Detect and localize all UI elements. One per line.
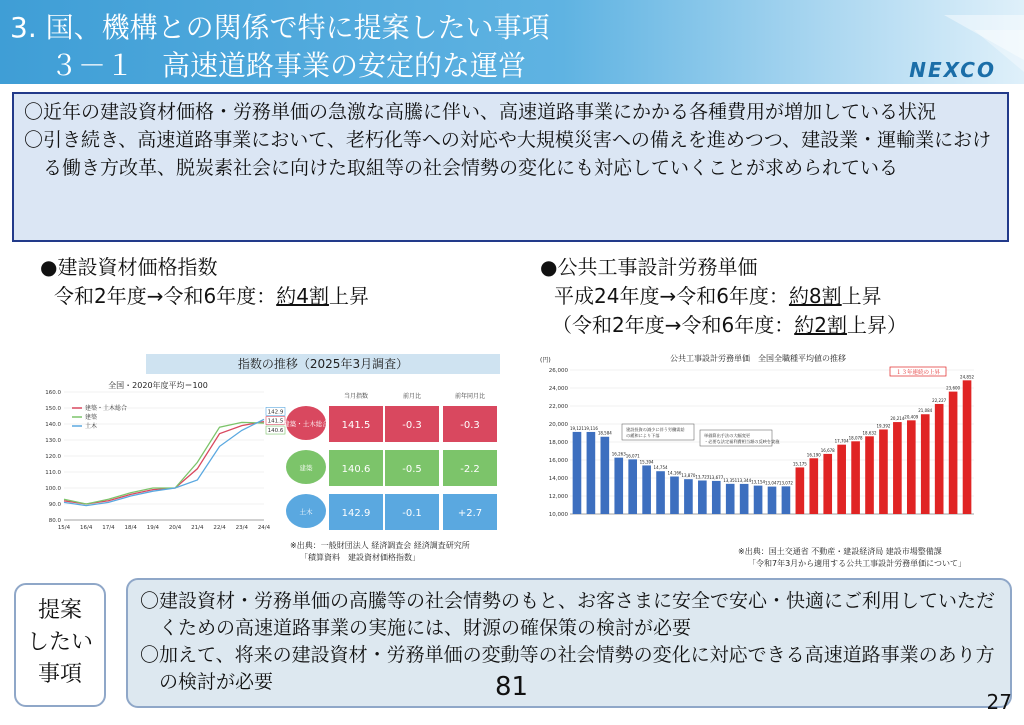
chart2-bar-value: 16,071 xyxy=(625,453,640,459)
chart2-bar-value: 18,078 xyxy=(848,435,863,441)
right-line2-underline: 約2割 xyxy=(794,313,847,337)
chart2-bar xyxy=(851,441,860,514)
right-line2-post: 上昇） xyxy=(846,313,907,337)
chart2-bar xyxy=(670,477,679,514)
left-heading: ●建設資材価格指数 xyxy=(40,255,218,279)
chart2-bar xyxy=(698,480,707,514)
chart1-end-label: 141.5 xyxy=(267,418,284,425)
chart2-bar-value: 19,121 xyxy=(569,425,584,431)
chart2-bar-value: 13,072 xyxy=(778,480,793,486)
chart2-ytick-label: 18,000 xyxy=(548,440,568,446)
chart1-table-header: 前年同月比 xyxy=(454,393,486,400)
chart2-bar-value: 19,392 xyxy=(876,423,891,429)
chart1-end-label: 140.6 xyxy=(267,428,284,435)
left-line-underline: 約4割 xyxy=(276,284,329,308)
chart2-ytick-label: 24,000 xyxy=(548,386,568,392)
right-line1-underline: 約8割 xyxy=(788,284,842,308)
chart2-badge: １３年連続の上昇 xyxy=(895,370,941,376)
chart2-bar-value: 13,677 xyxy=(709,474,724,480)
page-number: 81 xyxy=(495,672,529,702)
chart1-end-label: 142.9 xyxy=(267,409,284,416)
chart1-table-cell-value: -0.1 xyxy=(402,508,422,519)
chart1-xtick-label: 24/4 xyxy=(257,525,271,531)
slide-number: 27 xyxy=(986,690,1012,714)
chart2-bar-value: 14,166 xyxy=(667,470,682,476)
chart1-ytick-label: 120.0 xyxy=(45,454,61,460)
right-line1 xyxy=(540,282,907,311)
chart1-table-cell-value: -0.3 xyxy=(460,420,480,431)
chart2-bar xyxy=(726,484,735,514)
chart1-source-line2: 「積算資料 建設資材価格指数」 xyxy=(300,553,420,562)
chart1-xtick-label: 17/4 xyxy=(102,525,115,531)
chart2-bar xyxy=(907,420,916,514)
chart1-title: 指数の推移（2025年3月調査） xyxy=(237,357,409,371)
chart1-xtick-label: 19/4 xyxy=(146,525,160,531)
chart2-source-line1: ※出典：国土交通省 不動産・建設経済局 建設市場整備課 xyxy=(738,547,942,556)
chart1-ytick-label: 80.0 xyxy=(48,518,61,524)
proposal-label xyxy=(14,583,106,707)
page-subtitle: ３－１ 高速道路事業の安定的な運営 xyxy=(50,49,527,82)
chart1-table-cell-value: -0.5 xyxy=(402,464,422,475)
chart2-bar-value: 14,754 xyxy=(653,465,668,471)
chart1-ytick-label: 90.0 xyxy=(48,502,61,508)
chart2-bar xyxy=(740,484,749,514)
chart2-bar-value: 18,584 xyxy=(597,430,612,436)
chart2-bar-value: 21,084 xyxy=(918,408,933,414)
chart2-bar-value: 22,227 xyxy=(932,397,947,403)
chart1-legend-label: 土木 xyxy=(85,423,98,430)
chart2-note2-line: ・必要な法定福利費相当額の反映を実施 xyxy=(704,439,780,444)
right-section xyxy=(540,253,907,340)
chart2-note1-line: 建設投資の減少に伴う労働需給 xyxy=(626,427,685,432)
chart2-bar-value: 17,704 xyxy=(834,438,849,444)
nexco-logo: NEXCO xyxy=(909,58,996,82)
chart1-xtick-label: 21/4 xyxy=(191,525,204,531)
chart2-bar xyxy=(893,422,902,514)
chart2-ytick-label: 10,000 xyxy=(548,512,568,518)
chart2-bar xyxy=(963,380,972,514)
chart2-bar-value: 16,263 xyxy=(611,451,626,457)
chart2-note2-line: 単価算出手法の大幅変更 xyxy=(704,433,751,438)
right-line2-pre: （令和2年度→令和6年度： xyxy=(552,313,795,337)
chart2-bar xyxy=(865,436,874,514)
proposal-label-line: したい xyxy=(26,630,93,655)
chart1-table-row-label: 建築・土木総合 xyxy=(283,420,329,428)
chart2-bar xyxy=(879,429,888,514)
chart2-ytick-label: 14,000 xyxy=(548,476,568,482)
chart2-bar-value: 13,344 xyxy=(737,477,752,483)
chart2-bar-value: 13,351 xyxy=(723,477,738,483)
chart2-bar xyxy=(782,486,791,514)
chart2-bar-value: 23,600 xyxy=(946,385,961,391)
chart1-xtick-label: 22/4 xyxy=(213,525,226,531)
chart2-bar-value: 19,116 xyxy=(583,425,598,431)
chart1-table-cell-value: -0.3 xyxy=(402,420,422,431)
chart2-bar xyxy=(587,432,596,514)
chart2-bar-value: 15,394 xyxy=(639,459,654,465)
proposal-label-line: 事項 xyxy=(37,662,82,687)
chart1-table-cell-value: 141.5 xyxy=(341,420,371,431)
materials-price-index-chart xyxy=(38,350,506,570)
chart2-bar xyxy=(796,467,805,514)
right-line1-post: 上昇 xyxy=(841,284,882,308)
chart1-table-row-label: 土木 xyxy=(299,508,313,516)
chart2-bar xyxy=(573,432,582,514)
chart2-ytick-label: 22,000 xyxy=(548,404,568,410)
chart2-bar xyxy=(684,479,693,514)
chart2-ytick-label: 16,000 xyxy=(548,458,568,464)
chart2-bar-value: 13,047 xyxy=(765,480,779,486)
chart1-xtick-label: 18/4 xyxy=(124,525,137,531)
intro-item: 〇引き続き、高速道路事業において、老朽化等への対応や大規模災害への備えを進めつつ、建設業・運輸業における働き方改革、脱炭素社会に向けた取組等の社会情勢の変化にも対応していくことが求められている xyxy=(24,129,992,179)
chart1-ytick-label: 130.0 xyxy=(45,438,61,444)
chart2-ytick-label: 12,000 xyxy=(548,494,568,500)
left-line-post: 上昇 xyxy=(328,284,369,308)
chart1-table-cell-value: 142.9 xyxy=(341,508,371,519)
chart2-bar xyxy=(768,487,777,514)
chart1-table-header: 前月比 xyxy=(402,393,422,400)
chart2-bar-value: 18,632 xyxy=(862,430,877,436)
chart2-bar xyxy=(949,392,958,514)
page-title: 3. 国、機構との関係で特に提案したい事項 xyxy=(10,11,550,44)
header-banner xyxy=(0,0,1024,84)
intro-box xyxy=(12,92,1009,242)
chart2-bar xyxy=(809,458,818,514)
chart2-title: 公共工事設計労務単価 全国全職種平均値の推移 xyxy=(670,354,846,363)
chart2-bar xyxy=(642,465,651,514)
chart1-source-line1: ※出典：一般財団法人 経済調査会 経済調査研究所 xyxy=(290,541,470,550)
proposal-box xyxy=(126,578,1012,708)
chart1-table-row-label: 建築 xyxy=(299,464,313,472)
chart2-bar xyxy=(601,437,610,514)
chart1-legend-label: 建築・土木総合 xyxy=(85,405,128,412)
chart2-bar xyxy=(712,481,721,514)
chart2-ytick-label: 26,000 xyxy=(548,368,568,374)
chart1-ytick-label: 140.0 xyxy=(45,422,61,428)
left-line-pre: 令和2年度→令和6年度： xyxy=(54,284,277,308)
chart2-bar-value: 13,723 xyxy=(695,474,710,480)
chart1-xtick-label: 16/4 xyxy=(80,525,93,531)
chart1-xtick-label: 20/4 xyxy=(168,525,182,531)
chart2-bar xyxy=(656,471,665,514)
right-heading: ●公共工事設計労務単価 xyxy=(540,255,758,279)
chart2-bar-value: 15,175 xyxy=(792,461,807,467)
chart2-bar-value: 16,190 xyxy=(806,452,821,458)
chart1-xtick-label: 15/4 xyxy=(57,525,71,531)
chart1-ytick-label: 160.0 xyxy=(45,390,61,396)
chart2-bar-value: 20,214 xyxy=(890,416,905,422)
chart2-ytick-label: 20,000 xyxy=(548,422,568,428)
chart2-note1-line: の緩和により下落 xyxy=(626,433,660,438)
chart2-bar xyxy=(614,458,623,514)
chart1-ytick-label: 110.0 xyxy=(45,470,61,476)
chart1-table-cell-value: +2.7 xyxy=(457,508,483,519)
chart2-bar-value: 24,852 xyxy=(960,374,975,380)
left-section xyxy=(40,253,369,311)
intro-item: 〇近年の建設資材価格・労務単価の急激な高騰に伴い、高速道路事業にかかる各種費用が増加している状況 xyxy=(24,101,937,123)
chart2-source-line2: 「令和7年3月から適用する公共工事設計労務単価について」 xyxy=(748,559,967,568)
chart2-bar xyxy=(921,414,930,514)
chart2-bar-value: 16,678 xyxy=(820,447,835,453)
chart1-legend-label: 建築 xyxy=(85,414,98,421)
labor-unit-price-chart xyxy=(538,350,978,572)
chart2-bar xyxy=(935,404,944,514)
chart1-table-header: 当月指数 xyxy=(343,393,369,400)
chart2-bar-value: 13,870 xyxy=(681,473,696,479)
chart1-xtick-label: 23/4 xyxy=(235,525,248,531)
proposal-item: 〇建設資材・労務単価の高騰等の社会情勢のもと、お客さまに安全で安心・快適にご利用していただくための高速道路事業の実施には、財源の確保策の検討が必要 xyxy=(140,590,996,639)
chart2-ylabel: (円) xyxy=(540,357,551,364)
chart2-bar xyxy=(754,486,763,514)
chart2-bar xyxy=(628,459,637,514)
chart2-bar-value: 20,409 xyxy=(904,414,919,420)
chart1-ytick-label: 100.0 xyxy=(45,486,61,492)
chart2-bar xyxy=(823,454,832,514)
chart2-bar-value: 13,154 xyxy=(751,479,766,485)
proposal-label-line: 提案 xyxy=(37,598,82,623)
right-line2 xyxy=(540,311,907,340)
chart1-subtitle: 全国・2020年度平均＝100 xyxy=(108,381,208,390)
left-line xyxy=(40,282,369,311)
proposal-item: 〇加えて、将来の建設資材・労務単価の変動等の社会情勢の変化に対応できる高速道路事業のあり方の検討が必要 xyxy=(140,644,995,693)
chart2-bar xyxy=(837,445,846,514)
right-line1-pre: 平成24年度→令和6年度： xyxy=(554,284,789,308)
chart1-table-cell-value: -2.2 xyxy=(460,464,480,475)
chart1-table-cell-value: 140.6 xyxy=(341,464,371,475)
chart1-ytick-label: 150.0 xyxy=(45,406,61,412)
